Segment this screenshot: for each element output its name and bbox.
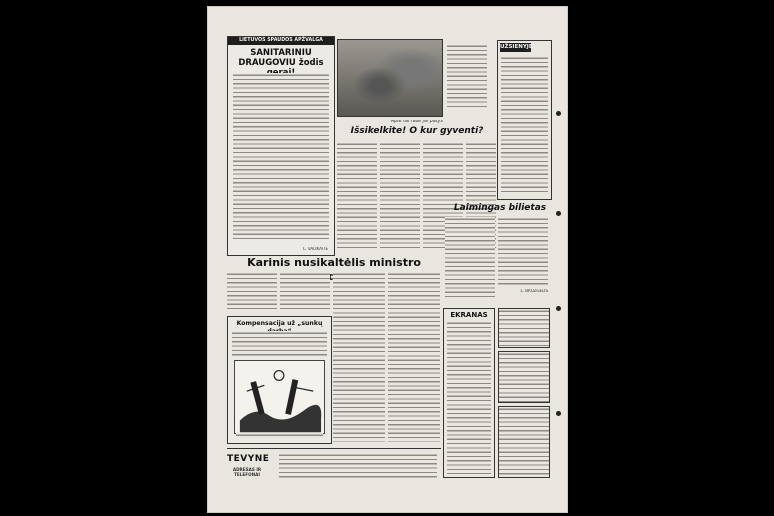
housing-title: Išsikelkite! O kur gyventi? <box>350 126 484 136</box>
abroad-box <box>497 40 552 200</box>
footer-address-label: ADRESAS IR TELEFONAI <box>232 467 262 477</box>
notice-box-1 <box>498 308 550 348</box>
cartoon-caption <box>236 433 323 439</box>
lucky-ticket-signature: L. BRUZGELIS <box>520 289 548 293</box>
binder-hole <box>556 411 561 416</box>
press-review-box <box>227 36 335 256</box>
binder-hole <box>556 306 561 311</box>
minister-col-1 <box>227 272 277 312</box>
photo-side-text <box>447 44 487 110</box>
compensation-text <box>232 331 327 357</box>
newspaper-page <box>207 6 568 513</box>
abroad-header: UŽSIENYJE <box>500 44 533 50</box>
screens-listing <box>447 321 491 474</box>
press-review-signature: L. VALIKAITĖ <box>303 246 328 251</box>
cartoon-drawing <box>235 361 324 433</box>
lucky-ticket-col-1 <box>445 217 495 297</box>
minister-title: Karinis nusikaltėlis ministro <box>247 256 421 269</box>
minister-col-3 <box>333 272 385 442</box>
minister-col-4 <box>388 272 440 442</box>
photo-caption: Apie tai rašė jie patys <box>390 120 444 124</box>
photo-students <box>337 39 443 117</box>
notice-box-3 <box>498 406 550 478</box>
footer <box>227 448 441 484</box>
binder-hole <box>556 111 561 116</box>
press-review-body <box>233 73 329 239</box>
footer-logo: TEVYNE <box>227 454 270 464</box>
compensation-box <box>227 316 332 444</box>
housing-col-2 <box>380 142 420 250</box>
press-review-header: LIETUVOS SPAUDOS APŽVALGA <box>228 37 334 45</box>
minister-col-2 <box>280 272 330 312</box>
binder-hole <box>556 211 561 216</box>
footer-contacts <box>279 453 437 479</box>
screens-box <box>443 308 495 478</box>
lucky-ticket-col-2 <box>498 217 548 287</box>
compensation-title: Kompensacija už „sunkų <box>236 320 323 327</box>
housing-col-1 <box>337 142 377 250</box>
abroad-body <box>501 56 548 195</box>
screens-title: EKRANAS <box>450 311 488 319</box>
cartoon-illustration <box>234 360 325 434</box>
press-review-title: SANITARINIU DRAUGOVIU žodis <box>238 48 324 68</box>
lucky-ticket-title: Laimingas bilietas <box>453 203 547 213</box>
notice-box-2 <box>498 351 550 403</box>
